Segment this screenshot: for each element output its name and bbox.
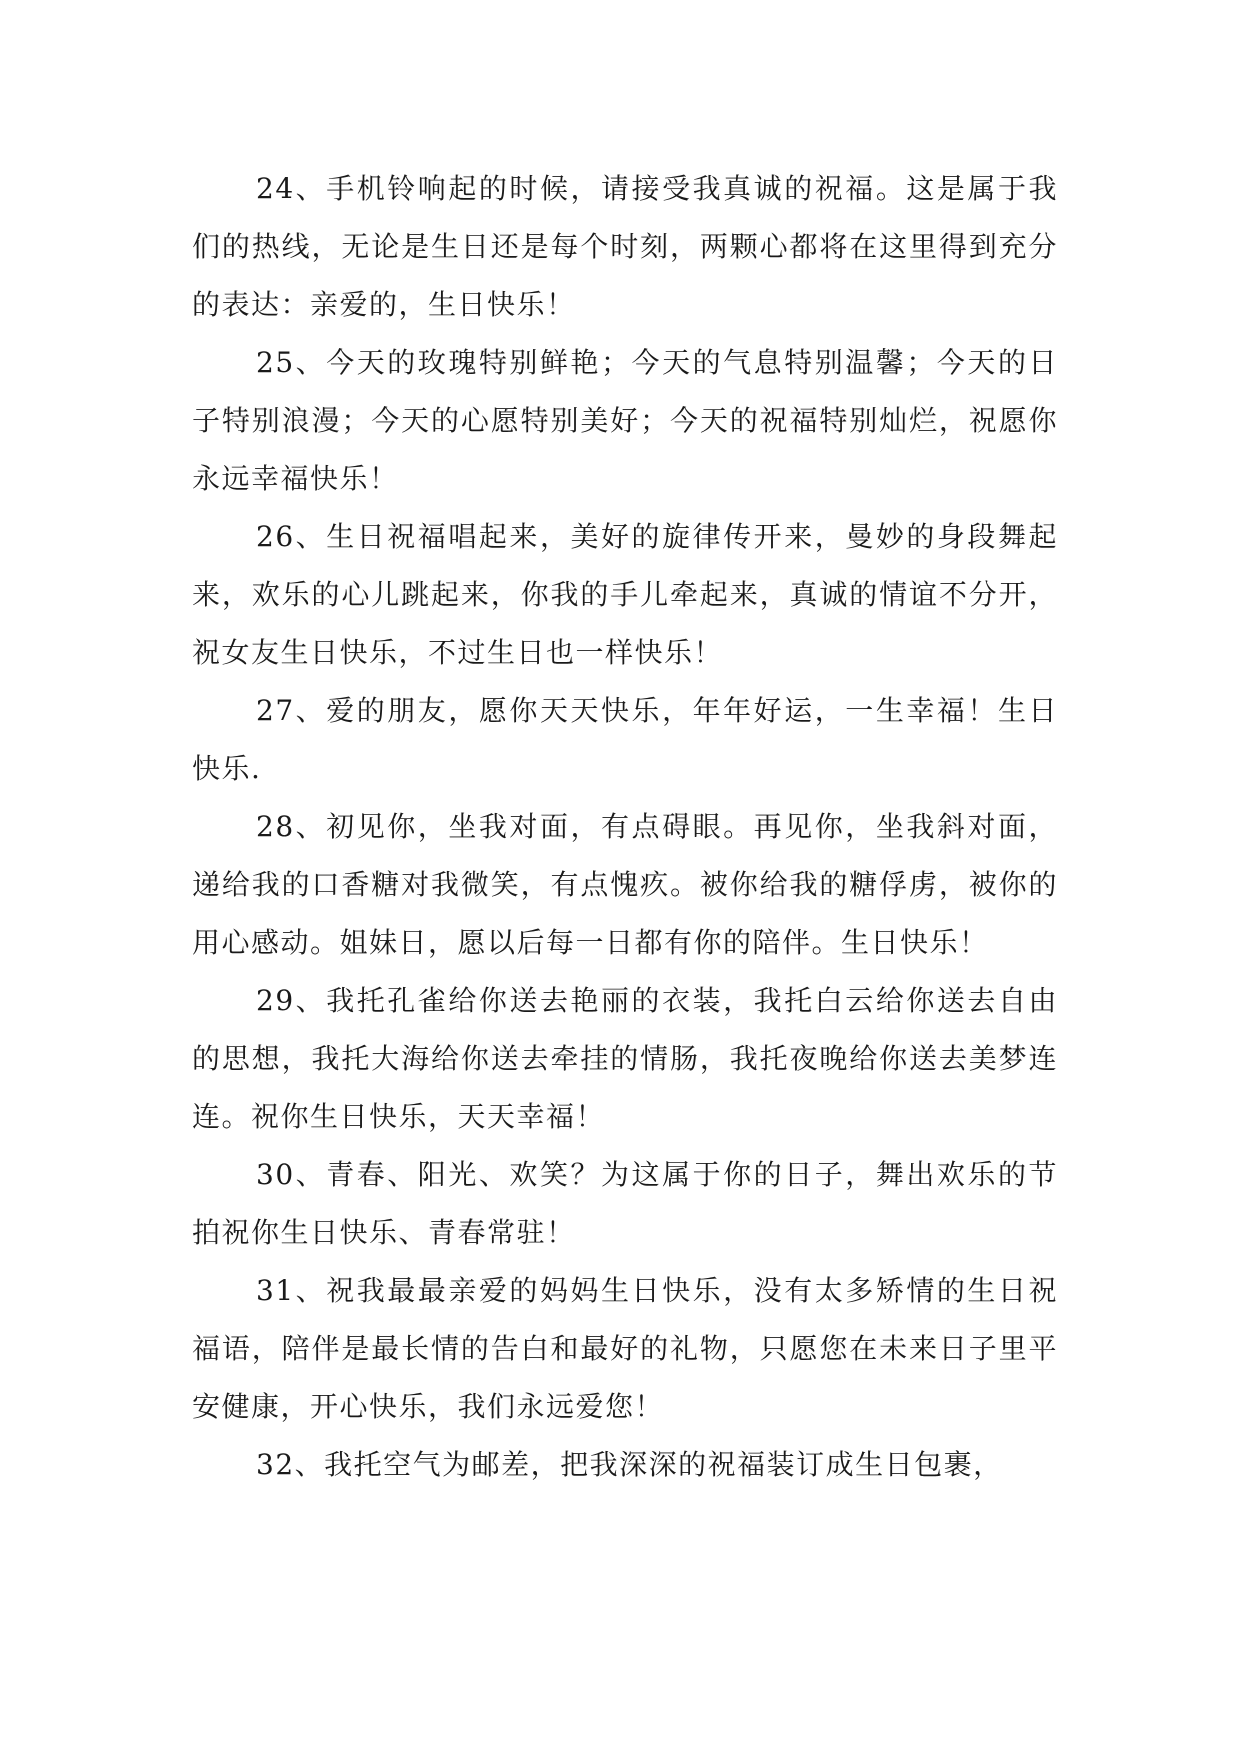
paragraph-28: 28、初见你，坐我对面，有点碍眼。再见你，坐我斜对面，递给我的口香糖对我微笑，有点愧疚。被你给我的糖俘虏，被你的用心感动。姐妹日，愿以后每一日都有你的陪伴。生日快乐！ (192, 810, 1058, 959)
paragraph-31: 31、祝我最最亲爱的妈妈生日快乐，没有太多矫情的生日祝福语，陪伴是最长情的告白和最好的礼物，只愿您在未来日子里平安健康，开心快乐，我们永远爱您！ (192, 1274, 1058, 1423)
paragraph-29: 29、我托孔雀给你送去艳丽的衣装，我托白云给你送去自由的思想，我托大海给你送去牵挂的情肠，我托夜晚给你送去美梦连连。祝你生日快乐，天天幸福！ (192, 984, 1058, 1133)
paragraph-30: 30、青春、阳光、欢笑？为这属于你的日子，舞出欢乐的节拍祝你生日快乐、青春常驻！ (192, 1158, 1058, 1249)
paragraph-26: 26、生日祝福唱起来，美好的旋律传开来，曼妙的身段舞起来，欢乐的心儿跳起来，你我的手儿牵起来，真诚的情谊不分开，祝女友生日快乐，不过生日也一样快乐！ (192, 520, 1058, 669)
paragraph-24: 24、手机铃响起的时候，请接受我真诚的祝福。这是属于我们的热线，无论是生日还是每个时刻，两颗心都将在这里得到充分的表达：亲爱的，生日快乐！ (192, 172, 1058, 321)
paragraph-25: 25、今天的玫瑰特别鲜艳；今天的气息特别温馨；今天的日子特别浪漫；今天的心愿特别美好；今天的祝福特别灿烂，祝愿你永远幸福快乐！ (192, 346, 1058, 495)
paragraph-32: 32、我托空气为邮差，把我深深的祝福装订成生日包裹， (256, 1448, 1003, 1481)
document-body (192, 160, 1058, 1494)
paragraph-27: 27、爱的朋友，愿你天天快乐，年年好运，一生幸福！生日快乐. (192, 694, 1058, 785)
